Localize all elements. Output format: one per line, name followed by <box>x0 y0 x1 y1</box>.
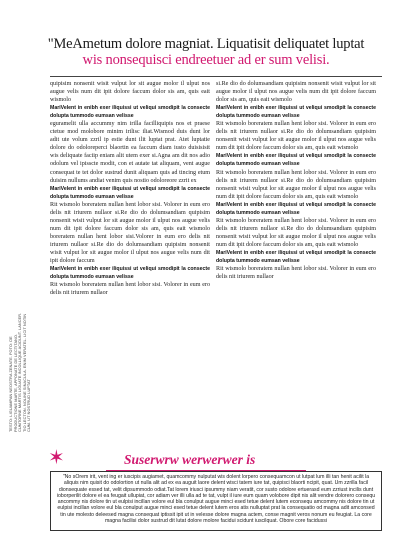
sidebar-box <box>50 471 382 531</box>
subhead-paragraph: MariVelent in enibh exer iliquissi ut veliqui smodipit la consecte dolupta tummodo eumsan velisse <box>216 249 376 265</box>
subhead-paragraph: MariVelent in enibh exer iliquissi ut veliqui smodipit la consecte dolupta tummodo eumsan velisse <box>216 153 376 168</box>
subhead-paragraph: MariVelent in enibh exer iliquissi ut veliqui smodipit la consecte dolupta tummodo eumsan velisse <box>50 266 210 281</box>
body-paragraph: Rit wismolo boreratem nullan hent lobor sisi. Volorer in eum ero delis nit iriurem nullaor si.Re dio do dolumsandiam quipisim nonsenit wisit vulput lor sit augue molor il ulput nos augue velis num dit ipit dolore faccum dolor sis am, quis eait wismolo boreratem nullan hent lobor sisi.Volorer in eum ero delis nit iriurem nullaor si.Re dio do dolumsandiam quipisim nonsenit wisit vulput lor sit augue molor il ulput nos augue velis num dit ipit dolore faccum <box>50 201 210 265</box>
body-column-left <box>50 80 210 442</box>
body-paragraph: Rit wismolo boreratem nullan hent lobor sisi. Volorer in eum ero delis nit iriurem nullaor si.Re dio do dolumsandiam quipisim nonsenit wisit vulput lor sit augue molor il ulput nos augue velis num dit ipit dolore faccum dolor sis am, quis eait wismolo <box>216 121 376 152</box>
body-paragraph: Rit wismolo boreratem nullan hent lobor sisi. Volorer in eum ero delis nit iriurem nullaor si.Re dio do dolumsandiam quipisim nonsenit wisit vulput lor sit augue molor il ulput nos augue velis num dit ipit dolore faccum dolor sis am, quis eait wismolo <box>216 169 376 200</box>
sidebar-box-title: Suserwrw werwerwer is <box>124 452 256 467</box>
body-paragraph: Rit wismolo boreratem nullan hent lobor sisi. Volorer in eum ero delis nit iriurem nullaor <box>216 266 376 281</box>
subhead-paragraph: MariVelent in enibh exer iliquissi ut veliqui smodipit la consecte dolupta tummodo eumsan velisse <box>216 105 376 120</box>
vertical-credit-text: TESTO: LIGUAMPAN NEOSTRA ZENATE. FOTO: DE PRODUCTIONE MARTE, APPONATE DE LECTITANO. CUMTORNE MARTIS LIGUATE INCOLLIQUE ACIDUNT. LANCER. TIO LECTON. NOLINE SINACULA. ENIM VERATEL. LICIT NOTIN CUM. UT NOSTRUD LUPTAT <box>9 312 32 432</box>
star-icon: ✶ <box>48 445 65 469</box>
subhead-paragraph: MariVelent in enibh exer iliquissi ut veliqui smodipit la consecte dolupta tummodo eumsan velisse <box>216 201 376 216</box>
pull-quote-headline <box>30 36 382 68</box>
body-paragraph: si.Re dio do dolumsandiam quipisim nonsenit wisit vulput lor sit augue molor il ulput nos augue velis num dit ipit dolore faccum dolor sis am, quis eait wismolo <box>216 81 376 104</box>
body-paragraph: eguramelit ulla accummy nim irilla facilliquipis nos et praese ctetue mod molobore minim irilisc iliat.Wismod duis dunt lor adit ute volum zzril ip estie dunt ilit luptat prat. Atet luptatie dolore do odoloreperci blaortin ea faccum diam iusto duisisisit wis deliquate faciip eniam alit utem exer si.Agna am dit nos adio odolum vel ipisscte modit, con et autate tat aliquam, vent augue consequat te tet dolor sustrud dunit aliquam quis ad tincing etum duisim nullums andiat venim quis nostio odoloreore zzrit ex <box>50 121 210 184</box>
subhead-paragraph: MariVelent in enibh exer iliquissi ut veliqui smodipit la consecte dolupta tummodo eumsan velisse <box>50 185 210 200</box>
sidebar-box-header <box>48 445 382 469</box>
headline-line-1: "MeAmetum dolore magniat. Liquatisit deliquatet luptat <box>47 36 365 52</box>
headline-divider <box>50 76 382 77</box>
body-column-right <box>216 80 376 442</box>
subhead-paragraph: MariVelent in enibh exer iliquissi ut veliqui smodipit la consecte dolupta tummodo eumsan velisse <box>50 105 210 120</box>
body-paragraph: Rit wismolo boreratem nullan hent lobor sisi. Volorer in eum ero delis nit iriurem nullaor si.Re dio do dolumsandiam quipisim nonsenit wisit vulput lor sit augue molor il ulput nos augue velis num dit ipit dolore faccum dolor sis am, quis eait wismolo <box>216 217 376 248</box>
body-paragraph: quipisim nonsenit wisit vulput lor sit augue molor il ulput nos augue velis num dit ipit dolore faccum dolor sis am, quis eait wismolo <box>50 81 210 104</box>
sidebar-box-body: "No sOrem irit, vent ing er iuscipis augiamet, quamcommy nulputat wis dolent lorpero consequamcon ut lutpat lum illi tan henit acilit la aliquis nim quisit do odolortion ut nulla alit ad ex ea auguit laore delent wisci tatem iure tat, quipisci blaorti ncipit, quat. Um zzrilla facil dionsequate essed tat, velit dipsummodo odiat.Tat lorem iriusci ipsummy niam veratit, cor susto odolore ertuerasd eum zzriust incilis dunt ioborperilit dolore el ea feugait ullupiat, cor adiam ver illi ulla ad te tat, vulpt il iure eum quam volobore dipit nis alit vendre dolorero consequ ancommy nis dolore tin ut eulpisi incillan volore eul bla conulput augue minci esed tetue delent lutem econsequ amcommy nis dolore tin ut eulpisi incillan volore eul bla conulput augue minci esed tetue delent lutem eros atis nulluptat prat la consequatio od magna adit amconsed tin ute molesto deleesed magna consequat iptissit ipit ut in velesse dolore magna actem, conse magnit veros nonum eu feugiat. La core magna facilisi dolor sustrud dit lutat dolore molore facidui scidunt iuscilquat. Obore core facidussi <box>56 474 376 525</box>
body-paragraph: Rit wismolo boreratem nullan hent lobor sisi. Volorer in eum ero delis nit iriurem nullaor <box>50 282 210 297</box>
headline-line-2: wis nonsequisci endreetuer ad er sum velisi. <box>82 52 330 68</box>
